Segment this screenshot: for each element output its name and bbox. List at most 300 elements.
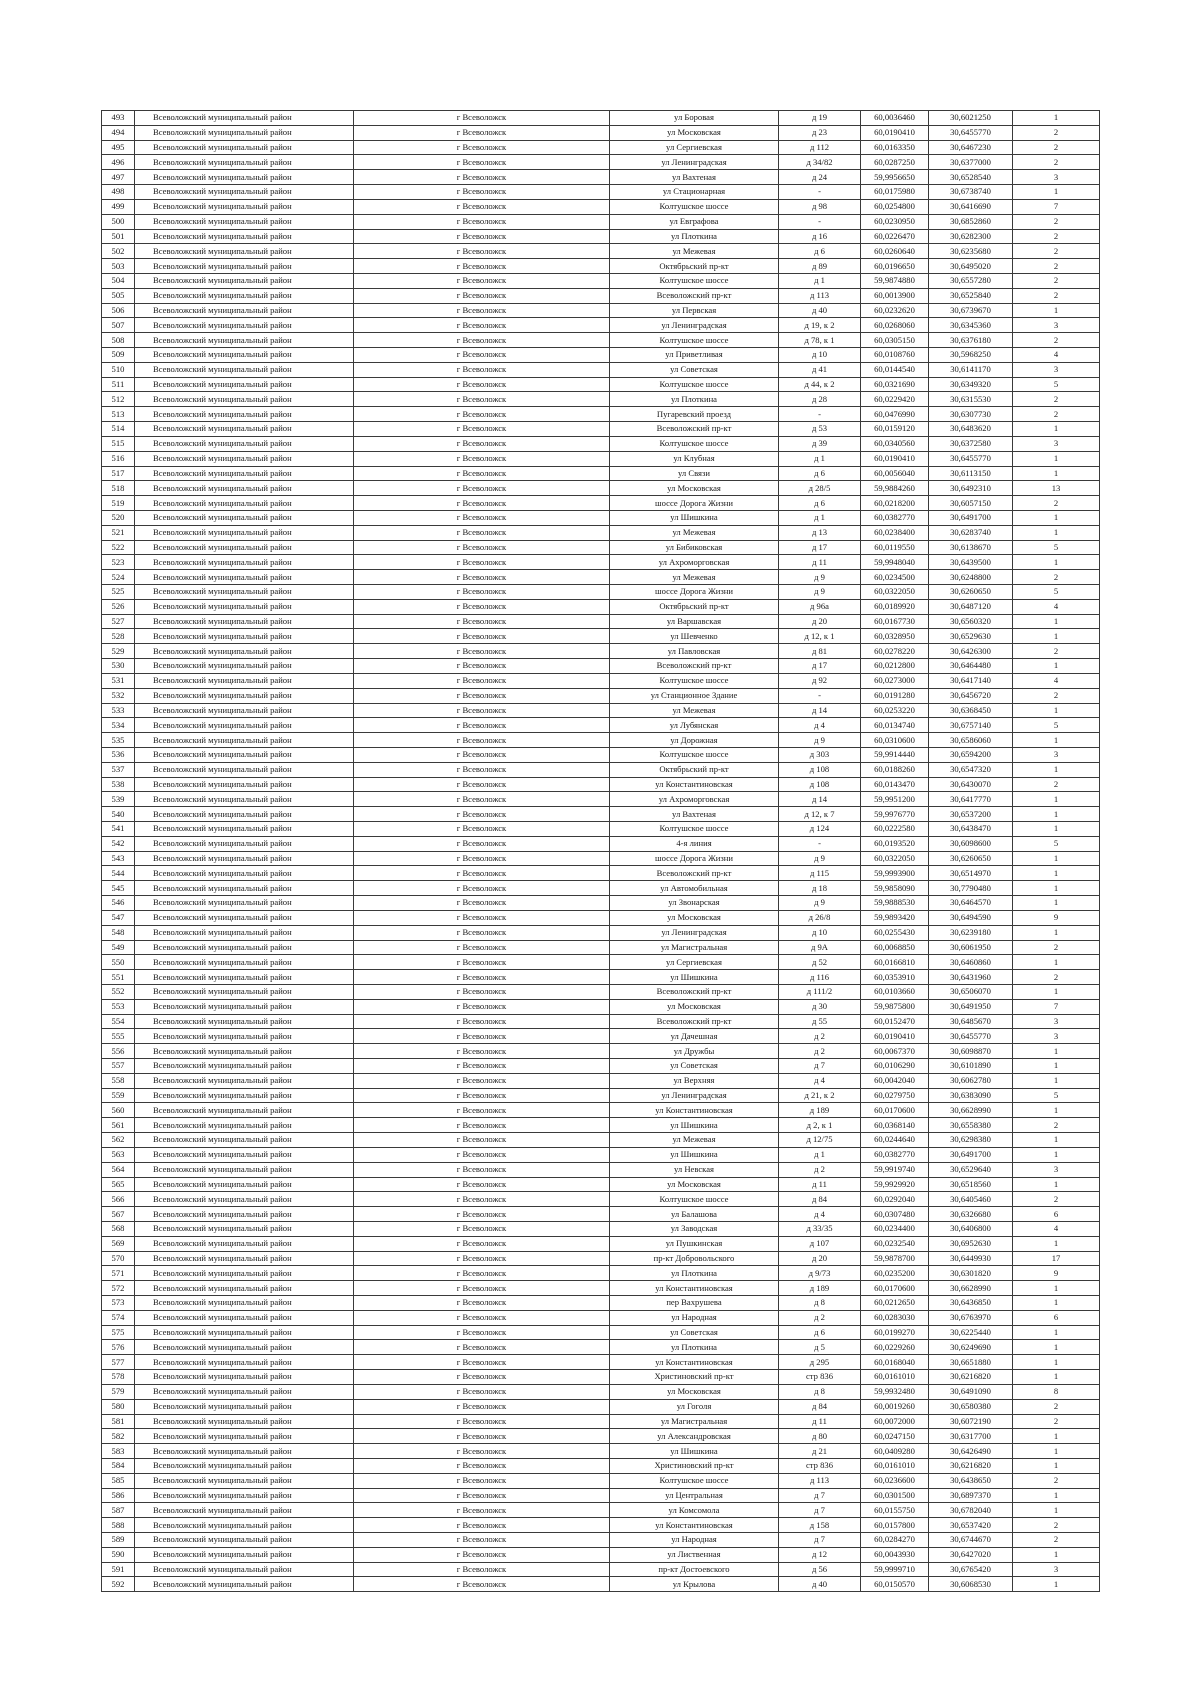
longitude-cell: 30,6495020	[929, 259, 1013, 274]
count-cell: 1	[1013, 422, 1100, 437]
street-cell: ул Первская	[610, 303, 779, 318]
district-cell: Всеволожский муниципальный район	[135, 1473, 354, 1488]
count-cell: 2	[1013, 244, 1100, 259]
district-cell: Всеволожский муниципальный район	[135, 1044, 354, 1059]
table-row	[102, 1577, 1100, 1592]
house-cell: д 40	[779, 303, 861, 318]
house-cell: д 11	[779, 555, 861, 570]
street-cell: ул Межевая	[610, 703, 779, 718]
latitude-cell: 60,0305150	[861, 333, 929, 348]
house-cell: д 9	[779, 896, 861, 911]
table-row	[102, 333, 1100, 348]
row-number-cell: 539	[102, 792, 135, 807]
house-cell: д 84	[779, 1399, 861, 1414]
district-cell: Всеволожский муниципальный район	[135, 733, 354, 748]
street-cell: ул Клубная	[610, 451, 779, 466]
table-row	[102, 555, 1100, 570]
longitude-cell: 30,6368450	[929, 703, 1013, 718]
house-cell: д 33/35	[779, 1221, 861, 1236]
house-cell: д 10	[779, 925, 861, 940]
row-number-cell: 589	[102, 1533, 135, 1548]
count-cell: 4	[1013, 673, 1100, 688]
row-number-cell: 591	[102, 1562, 135, 1577]
street-cell: ул Крылова	[610, 1577, 779, 1592]
city-cell: г Всеволожск	[354, 1133, 610, 1148]
count-cell: 3	[1013, 1029, 1100, 1044]
street-cell: ул Межевая	[610, 244, 779, 259]
table-row	[102, 214, 1100, 229]
street-cell: ул Московская	[610, 999, 779, 1014]
row-number-cell: 542	[102, 836, 135, 851]
city-cell: г Всеволожск	[354, 333, 610, 348]
district-cell: Всеволожский муниципальный район	[135, 1414, 354, 1429]
house-cell: д 44, к 2	[779, 377, 861, 392]
street-cell: Пугаревский проезд	[610, 407, 779, 422]
latitude-cell: 59,9888530	[861, 896, 929, 911]
street-cell: Колтушское шоссе	[610, 199, 779, 214]
district-cell: Всеволожский муниципальный район	[135, 925, 354, 940]
street-cell: ул Ленинградская	[610, 1088, 779, 1103]
row-number-cell: 563	[102, 1147, 135, 1162]
table-row	[102, 199, 1100, 214]
row-number-cell: 570	[102, 1251, 135, 1266]
district-cell: Всеволожский муниципальный район	[135, 214, 354, 229]
house-cell: д 9	[779, 733, 861, 748]
city-cell: г Всеволожск	[354, 185, 610, 200]
city-cell: г Всеволожск	[354, 1562, 610, 1577]
house-cell: д 6	[779, 244, 861, 259]
city-cell: г Всеволожск	[354, 125, 610, 140]
district-cell: Всеволожский муниципальный район	[135, 644, 354, 659]
street-cell: ул Сергиевская	[610, 140, 779, 155]
street-cell: ул Плоткина	[610, 392, 779, 407]
latitude-cell: 60,0212800	[861, 659, 929, 674]
row-number-cell: 580	[102, 1399, 135, 1414]
house-cell: д 303	[779, 747, 861, 762]
longitude-cell: 30,6326680	[929, 1207, 1013, 1222]
house-cell: д 23	[779, 125, 861, 140]
longitude-cell: 30,6098600	[929, 836, 1013, 851]
district-cell: Всеволожский муниципальный район	[135, 659, 354, 674]
district-cell: Всеволожский муниципальный район	[135, 1325, 354, 1340]
count-cell: 1	[1013, 792, 1100, 807]
street-cell: ул Советская	[610, 1325, 779, 1340]
city-cell: г Всеволожск	[354, 1296, 610, 1311]
district-cell: Всеволожский муниципальный район	[135, 392, 354, 407]
table-row	[102, 851, 1100, 866]
street-cell: Колтушское шоссе	[610, 436, 779, 451]
street-cell: ул Межевая	[610, 570, 779, 585]
city-cell: г Всеволожск	[354, 303, 610, 318]
district-cell: Всеволожский муниципальный район	[135, 777, 354, 792]
street-cell: ул Заводская	[610, 1221, 779, 1236]
house-cell: д 20	[779, 614, 861, 629]
city-cell: г Всеволожск	[354, 229, 610, 244]
house-cell: д 78, к 1	[779, 333, 861, 348]
city-cell: г Всеволожск	[354, 1310, 610, 1325]
longitude-cell: 30,6315530	[929, 392, 1013, 407]
table-row	[102, 866, 1100, 881]
house-cell: -	[779, 836, 861, 851]
longitude-cell: 30,6557280	[929, 273, 1013, 288]
longitude-cell: 30,6449930	[929, 1251, 1013, 1266]
street-cell: Колтушское шоссе	[610, 1192, 779, 1207]
row-number-cell: 590	[102, 1547, 135, 1562]
table-row	[102, 1236, 1100, 1251]
street-cell: Октябрьский пр-кт	[610, 762, 779, 777]
count-cell: 3	[1013, 436, 1100, 451]
house-cell: д 28/5	[779, 481, 861, 496]
house-cell: д 113	[779, 288, 861, 303]
count-cell: 3	[1013, 362, 1100, 377]
table-row	[102, 481, 1100, 496]
latitude-cell: 60,0067370	[861, 1044, 929, 1059]
latitude-cell: 60,0190410	[861, 451, 929, 466]
table-row	[102, 1118, 1100, 1133]
row-number-cell: 564	[102, 1162, 135, 1177]
street-cell: ул Лубянская	[610, 718, 779, 733]
city-cell: г Всеволожск	[354, 199, 610, 214]
house-cell: д 9А	[779, 940, 861, 955]
latitude-cell: 60,0321690	[861, 377, 929, 392]
table-row	[102, 170, 1100, 185]
street-cell: Всеволожский пр-кт	[610, 659, 779, 674]
row-number-cell: 515	[102, 436, 135, 451]
street-cell: ул Дачешная	[610, 1029, 779, 1044]
count-cell: 3	[1013, 1562, 1100, 1577]
longitude-cell: 30,6417140	[929, 673, 1013, 688]
house-cell: д 34/82	[779, 155, 861, 170]
house-cell: д 189	[779, 1103, 861, 1118]
city-cell: г Всеволожск	[354, 1414, 610, 1429]
latitude-cell: 59,9874880	[861, 273, 929, 288]
longitude-cell: 30,6651880	[929, 1355, 1013, 1370]
house-cell: д 20	[779, 1251, 861, 1266]
city-cell: г Всеволожск	[354, 851, 610, 866]
house-cell: -	[779, 688, 861, 703]
row-number-cell: 532	[102, 688, 135, 703]
table-row	[102, 1547, 1100, 1562]
house-cell: стр 836	[779, 1370, 861, 1385]
city-cell: г Всеволожск	[354, 777, 610, 792]
latitude-cell: 60,0238400	[861, 525, 929, 540]
row-number-cell: 538	[102, 777, 135, 792]
street-cell: Октябрьский пр-кт	[610, 599, 779, 614]
count-cell: 1	[1013, 1458, 1100, 1473]
row-number-cell: 585	[102, 1473, 135, 1488]
row-number-cell: 553	[102, 999, 135, 1014]
city-cell: г Всеволожск	[354, 170, 610, 185]
district-cell: Всеволожский муниципальный район	[135, 422, 354, 437]
district-cell: Всеволожский муниципальный район	[135, 125, 354, 140]
count-cell: 1	[1013, 762, 1100, 777]
house-cell: д 8	[779, 1296, 861, 1311]
table-row	[102, 1133, 1100, 1148]
district-cell: Всеволожский муниципальный район	[135, 1147, 354, 1162]
house-cell: д 17	[779, 540, 861, 555]
count-cell: 1	[1013, 1073, 1100, 1088]
house-cell: д 1	[779, 451, 861, 466]
count-cell: 1	[1013, 733, 1100, 748]
table-row	[102, 881, 1100, 896]
longitude-cell: 30,5968250	[929, 348, 1013, 363]
district-cell: Всеволожский муниципальный район	[135, 496, 354, 511]
house-cell: д 19	[779, 111, 861, 126]
street-cell: Колтушское шоссе	[610, 673, 779, 688]
longitude-cell: 30,7790480	[929, 881, 1013, 896]
count-cell: 1	[1013, 629, 1100, 644]
row-number-cell: 507	[102, 318, 135, 333]
longitude-cell: 30,6494590	[929, 910, 1013, 925]
row-number-cell: 566	[102, 1192, 135, 1207]
longitude-cell: 30,6068530	[929, 1577, 1013, 1592]
count-cell: 3	[1013, 1162, 1100, 1177]
row-number-cell: 573	[102, 1296, 135, 1311]
street-cell: ул Шевченко	[610, 629, 779, 644]
count-cell: 2	[1013, 1118, 1100, 1133]
latitude-cell: 60,0019260	[861, 1399, 929, 1414]
count-cell: 1	[1013, 1147, 1100, 1162]
longitude-cell: 30,6307730	[929, 407, 1013, 422]
city-cell: г Всеволожск	[354, 1340, 610, 1355]
latitude-cell: 60,0229260	[861, 1340, 929, 1355]
longitude-cell: 30,6558380	[929, 1118, 1013, 1133]
row-number-cell: 544	[102, 866, 135, 881]
latitude-cell: 59,9929920	[861, 1177, 929, 1192]
longitude-cell: 30,6528540	[929, 170, 1013, 185]
row-number-cell: 528	[102, 629, 135, 644]
latitude-cell: 60,0144540	[861, 362, 929, 377]
table-row	[102, 111, 1100, 126]
city-cell: г Всеволожск	[354, 244, 610, 259]
district-cell: Всеволожский муниципальный район	[135, 1429, 354, 1444]
street-cell: ул Сергиевская	[610, 955, 779, 970]
city-cell: г Всеволожск	[354, 733, 610, 748]
latitude-cell: 60,0190410	[861, 125, 929, 140]
city-cell: г Всеволожск	[354, 585, 610, 600]
row-number-cell: 582	[102, 1429, 135, 1444]
count-cell: 1	[1013, 510, 1100, 525]
row-number-cell: 496	[102, 155, 135, 170]
table-row	[102, 896, 1100, 911]
latitude-cell: 60,0222580	[861, 822, 929, 837]
table-row	[102, 348, 1100, 363]
latitude-cell: 60,0163350	[861, 140, 929, 155]
longitude-cell: 30,6485670	[929, 1014, 1013, 1029]
table-row	[102, 1444, 1100, 1459]
house-cell: д 111/2	[779, 984, 861, 999]
latitude-cell: 60,0301500	[861, 1488, 929, 1503]
street-cell: ул Константиновская	[610, 1518, 779, 1533]
latitude-cell: 60,0368140	[861, 1118, 929, 1133]
district-cell: Всеволожский муниципальный район	[135, 466, 354, 481]
count-cell: 1	[1013, 851, 1100, 866]
row-number-cell: 583	[102, 1444, 135, 1459]
longitude-cell: 30,6765420	[929, 1562, 1013, 1577]
street-cell: ул Московская	[610, 481, 779, 496]
row-number-cell: 586	[102, 1488, 135, 1503]
latitude-cell: 60,0199270	[861, 1325, 929, 1340]
table-row	[102, 1473, 1100, 1488]
table-row	[102, 762, 1100, 777]
city-cell: г Всеволожск	[354, 836, 610, 851]
city-cell: г Всеволожск	[354, 1207, 610, 1222]
city-cell: г Всеволожск	[354, 925, 610, 940]
row-number-cell: 514	[102, 422, 135, 437]
count-cell: 3	[1013, 170, 1100, 185]
latitude-cell: 60,0193520	[861, 836, 929, 851]
table-row	[102, 377, 1100, 392]
count-cell: 2	[1013, 496, 1100, 511]
latitude-cell: 60,0273000	[861, 673, 929, 688]
city-cell: г Всеволожск	[354, 214, 610, 229]
table-row	[102, 1503, 1100, 1518]
house-cell: д 6	[779, 496, 861, 511]
table-row	[102, 229, 1100, 244]
district-cell: Всеволожский муниципальный район	[135, 288, 354, 303]
latitude-cell: 60,0013900	[861, 288, 929, 303]
table-row	[102, 1059, 1100, 1074]
city-cell: г Всеволожск	[354, 1488, 610, 1503]
row-number-cell: 517	[102, 466, 135, 481]
district-cell: Всеволожский муниципальный район	[135, 1399, 354, 1414]
street-cell: ул Магистральная	[610, 940, 779, 955]
count-cell: 1	[1013, 1325, 1100, 1340]
table-row	[102, 244, 1100, 259]
street-cell: ул Плоткина	[610, 1340, 779, 1355]
count-cell: 2	[1013, 259, 1100, 274]
row-number-cell: 561	[102, 1118, 135, 1133]
district-cell: Всеволожский муниципальный район	[135, 570, 354, 585]
count-cell: 5	[1013, 585, 1100, 600]
latitude-cell: 60,0226470	[861, 229, 929, 244]
district-cell: Всеволожский муниципальный район	[135, 688, 354, 703]
street-cell: Всеволожский пр-кт	[610, 288, 779, 303]
row-number-cell: 509	[102, 348, 135, 363]
house-cell: д 21	[779, 1444, 861, 1459]
longitude-cell: 30,6460860	[929, 955, 1013, 970]
city-cell: г Всеволожск	[354, 703, 610, 718]
row-number-cell: 497	[102, 170, 135, 185]
street-cell: Всеволожский пр-кт	[610, 984, 779, 999]
street-cell: ул Народная	[610, 1310, 779, 1325]
street-cell: пер Вахрушева	[610, 1296, 779, 1311]
row-number-cell: 547	[102, 910, 135, 925]
table-row	[102, 1562, 1100, 1577]
district-cell: Всеволожский муниципальный район	[135, 822, 354, 837]
house-cell: д 6	[779, 1325, 861, 1340]
street-cell: ул Вахтеная	[610, 170, 779, 185]
latitude-cell: 60,0189920	[861, 599, 929, 614]
longitude-cell: 30,6547320	[929, 762, 1013, 777]
table-row	[102, 940, 1100, 955]
city-cell: г Всеволожск	[354, 688, 610, 703]
city-cell: г Всеволожск	[354, 140, 610, 155]
house-cell: д 12	[779, 1547, 861, 1562]
house-cell: д 40	[779, 1577, 861, 1592]
count-cell: 1	[1013, 111, 1100, 126]
city-cell: г Всеволожск	[354, 318, 610, 333]
table-row	[102, 1014, 1100, 1029]
district-cell: Всеволожский муниципальный район	[135, 1073, 354, 1088]
city-cell: г Всеволожск	[354, 273, 610, 288]
row-number-cell: 508	[102, 333, 135, 348]
count-cell: 2	[1013, 392, 1100, 407]
city-cell: г Всеволожск	[354, 1236, 610, 1251]
street-cell: Колтушское шоссе	[610, 1473, 779, 1488]
longitude-cell: 30,6467230	[929, 140, 1013, 155]
table-row	[102, 1340, 1100, 1355]
row-number-cell: 506	[102, 303, 135, 318]
district-cell: Всеволожский муниципальный район	[135, 1192, 354, 1207]
district-cell: Всеволожский муниципальный район	[135, 1281, 354, 1296]
table-row	[102, 570, 1100, 585]
house-cell: д 4	[779, 718, 861, 733]
longitude-cell: 30,6744670	[929, 1533, 1013, 1548]
district-cell: Всеволожский муниципальный район	[135, 1059, 354, 1074]
row-number-cell: 548	[102, 925, 135, 940]
street-cell: ул Константиновская	[610, 1281, 779, 1296]
row-number-cell: 554	[102, 1014, 135, 1029]
street-cell: Октябрьский пр-кт	[610, 259, 779, 274]
row-number-cell: 505	[102, 288, 135, 303]
city-cell: г Всеволожск	[354, 436, 610, 451]
longitude-cell: 30,6260650	[929, 851, 1013, 866]
city-cell: г Всеволожск	[354, 659, 610, 674]
district-cell: Всеволожский муниципальный район	[135, 259, 354, 274]
house-cell: д 112	[779, 140, 861, 155]
row-number-cell: 503	[102, 259, 135, 274]
street-cell: ул Ленинградская	[610, 925, 779, 940]
table-row	[102, 1533, 1100, 1548]
city-cell: г Всеволожск	[354, 866, 610, 881]
table-row	[102, 1192, 1100, 1207]
street-cell: Всеволожский пр-кт	[610, 1014, 779, 1029]
row-number-cell: 552	[102, 984, 135, 999]
table-row	[102, 185, 1100, 200]
longitude-cell: 30,6628990	[929, 1281, 1013, 1296]
latitude-cell: 60,0167730	[861, 614, 929, 629]
longitude-cell: 30,6487120	[929, 599, 1013, 614]
city-cell: г Всеволожск	[354, 999, 610, 1014]
district-cell: Всеволожский муниципальный район	[135, 1547, 354, 1562]
row-number-cell: 592	[102, 1577, 135, 1592]
street-cell: ул Шишкина	[610, 1147, 779, 1162]
street-cell: ул Стационарная	[610, 185, 779, 200]
latitude-cell: 60,0159120	[861, 422, 929, 437]
house-cell: д 7	[779, 1503, 861, 1518]
latitude-cell: 60,0043930	[861, 1547, 929, 1562]
house-cell: д 17	[779, 659, 861, 674]
latitude-cell: 60,0175980	[861, 185, 929, 200]
count-cell: 5	[1013, 377, 1100, 392]
row-number-cell: 512	[102, 392, 135, 407]
table-row	[102, 140, 1100, 155]
table-row	[102, 777, 1100, 792]
count-cell: 1	[1013, 1370, 1100, 1385]
district-cell: Всеволожский муниципальный район	[135, 1029, 354, 1044]
latitude-cell: 60,0322050	[861, 585, 929, 600]
house-cell: д 2	[779, 1044, 861, 1059]
street-cell: ул Московская	[610, 125, 779, 140]
house-cell: д 2	[779, 1029, 861, 1044]
street-cell: ул Ленинградская	[610, 155, 779, 170]
table-row	[102, 659, 1100, 674]
latitude-cell: 60,0170600	[861, 1103, 929, 1118]
longitude-cell: 30,6138670	[929, 540, 1013, 555]
table-row	[102, 1088, 1100, 1103]
count-cell: 1	[1013, 1429, 1100, 1444]
